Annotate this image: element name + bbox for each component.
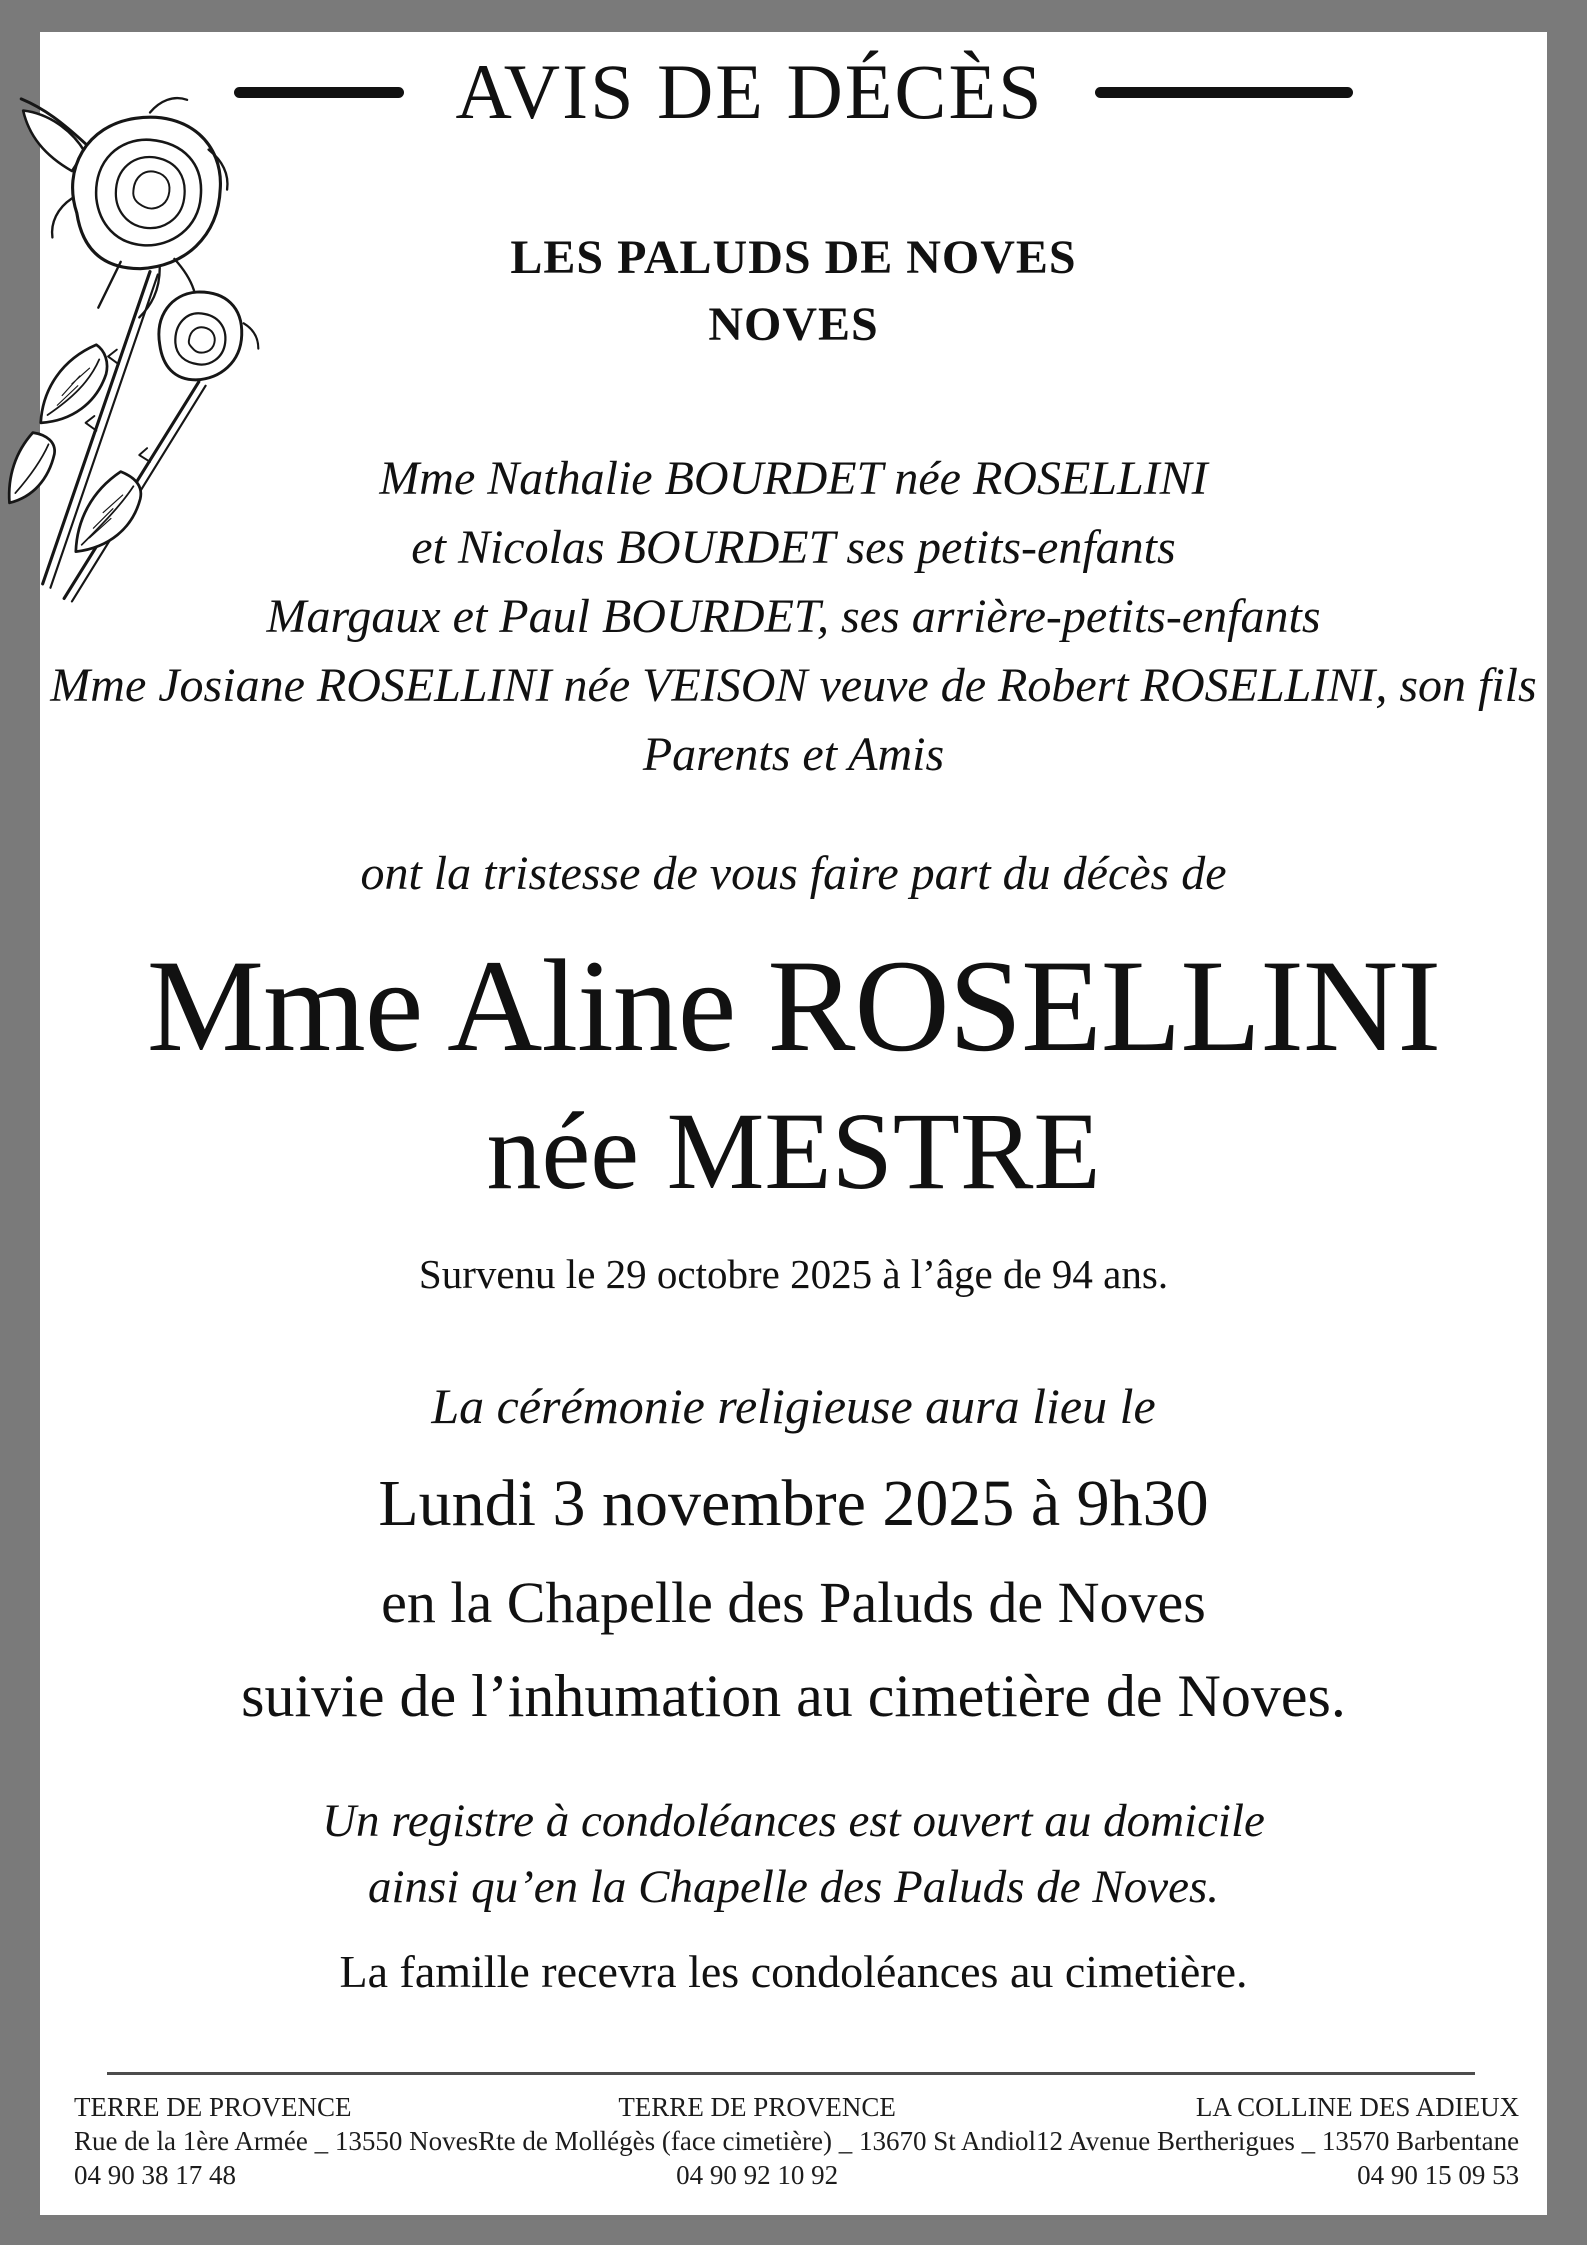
org-name: LES PALUDS DE NOVES xyxy=(510,231,1077,284)
agency-phone: 04 90 38 17 48 xyxy=(74,2160,236,2190)
family-line: Mme Nathalie BOURDET née ROSELLINI xyxy=(379,452,1208,505)
ceremony-intro: La cérémonie religieuse aura lieu le xyxy=(431,1378,1156,1434)
agency-phone: 04 90 15 09 53 xyxy=(1357,2160,1520,2190)
death-info: Survenu le 29 octobre 2025 à l’âge de 94 ans. xyxy=(418,1251,1169,1297)
agency-address: 12 Avenue Bertherigues _ 13570 Barbentane xyxy=(1036,2126,1520,2156)
agency-address: Rue de la 1ère Armée _ 13550 Noves xyxy=(74,2126,479,2156)
org-city: NOVES xyxy=(708,298,879,351)
deceased-name: Mme Aline ROSELLINI xyxy=(146,932,1441,1079)
title-rule-right xyxy=(1095,87,1353,98)
funeral-agencies-footer xyxy=(40,2090,1547,2192)
ceremony-datetime: Lundi 3 novembre 2025 à 9h30 xyxy=(378,1467,1209,1540)
agency-block xyxy=(74,2090,478,2192)
family-line: et Nicolas BOURDET ses petits-enfants xyxy=(411,521,1176,574)
ceremony-burial: suivie de l’inhumation au cimetière de Noves. xyxy=(241,1663,1346,1729)
condolence-family-line: La famille recevra les condoléances au cimetière. xyxy=(339,1946,1248,1997)
maiden-name: née MESTRE xyxy=(486,1090,1101,1212)
register-line: ainsi qu’en la Chapelle des Paluds de Noves. xyxy=(367,1861,1220,1913)
register-line: Un registre à condoléances est ouvert au domicile xyxy=(322,1795,1265,1847)
agency-name: LA COLLINE DES ADIEUX xyxy=(1195,2092,1520,2122)
family-line: Mme Josiane ROSELLINI née VEISON veuve de Robert ROSELLINI, son fils xyxy=(50,659,1537,712)
footer-divider xyxy=(107,2072,1475,2075)
family-line: Margaux et Paul BOURDET, ses arrière-petits-enfants xyxy=(266,590,1321,643)
roses-illustration xyxy=(2,52,298,618)
ceremony-location: en la Chapelle des Paluds de Noves xyxy=(381,1570,1206,1635)
page-title: AVIS DE DÉCÈS xyxy=(455,48,1044,135)
agency-phone: 04 90 92 10 92 xyxy=(676,2160,839,2190)
agency-name: TERRE DE PROVENCE xyxy=(618,2092,896,2122)
condolence-register xyxy=(40,1788,1547,1920)
family-line: Parents et Amis xyxy=(642,728,945,781)
announcement-intro: ont la tristesse de vous faire part du décès de xyxy=(360,847,1227,900)
agency-name: TERRE DE PROVENCE xyxy=(74,2092,352,2122)
agency-block xyxy=(478,2090,1036,2192)
agency-block xyxy=(1036,2090,1519,2192)
agency-address: Rte de Mollégès (face cimetière) _ 13670 St Andiol xyxy=(478,2126,1036,2156)
